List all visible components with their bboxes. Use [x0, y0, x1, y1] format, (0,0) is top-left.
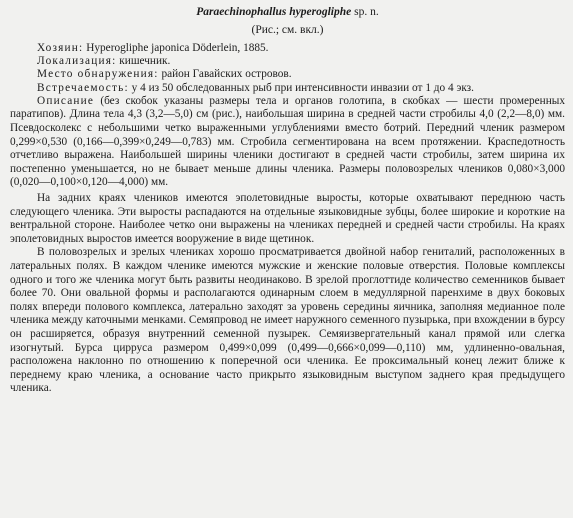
- description-label: Описание: [37, 94, 95, 107]
- body-paragraph-2: В половозрелых и зрелых члениках хорошо просматривается двойной набор гениталий, расположенных в латеральных полях. В каждом членике имеются мужские и женские половые отверстия. Половые комплексы одного и того же членика могут быть развиты неодинаково. В зрелой проглоттиде количество семенников бывает более 70. Они овальной формы и располагаются одинарным слоем в медуллярной паренхиме в двух боковых полях впереди полового комплекса, латерально заходят за уровень середины яичника, заполняя медианное поле членика между каточными менками. Семяпровод не имеет наружного семенного пузырька, при вхождении в бурсу он расширяется, образуя внутренний семенной пузырек. Семяизвергательный канал прямой или слегка изогнутый. Бурса цирруса размером 0,499×0,099 (0,499—0,666×0,099—0,110) мм, удлиненно-овальная, расположена наклонно по отношению к поперечной оси членика. Ее проксимальный конец лежит ближе к переднему краю членика, а основание часто прикрыто языковидным выступом заднего края предыдущего членика.: [10, 246, 565, 395]
- meta-key: Локализация:: [37, 55, 117, 68]
- meta-localization: [10, 55, 565, 68]
- meta-host: [10, 42, 565, 55]
- species-suffix: sp. n.: [354, 6, 379, 18]
- description-paragraph: [10, 95, 565, 190]
- meta-location: [10, 68, 565, 81]
- species-name: Paraechinophallus hyperogliphe: [196, 6, 352, 18]
- meta-value: Hyperogliphe japonica Döderlein, 1885.: [86, 42, 269, 54]
- meta-occurrence: [10, 82, 565, 95]
- meta-key: Место обнаружения:: [37, 68, 159, 81]
- species-title: [10, 4, 565, 20]
- meta-value: у 4 из 50 обследованных рыб при интенсивности инвазии от 1 до 4 экз.: [131, 81, 474, 94]
- meta-value: район Гавайских островов.: [161, 68, 292, 81]
- description-text: (без скобок указаны размеры тела и органов голотипа, в скобках — шести промеренных паратипов). Длина тела 4,3 (3,2—5,0) см (рис.), наибольшая ширина в средней части стробилы 4,0 (2,2—8,0) мм. Псевдосколекс с небольшими четко выраженными углублениями вместо ботрий. Передний членик размером 0,299×0,530 (0,166—0,399×0,249—0,783) мм. Стробила сегментирована на всем протяжении. Краспедотность отчетливо выражена. Наибольшей ширины членики достигают в средней части стробилы, затем ширина их постепенно уменьшается, но не бывает меньше длины членика. Размеры половозрелых члеников 0,080×3,000 (0,020—0,100×0,120—4,000) мм.: [10, 94, 565, 189]
- meta-value: кишечник.: [119, 55, 171, 68]
- body-paragraph-1: На задних краях члеников имеются эполетовидные выросты, которые охватывают переднюю часть следующего членика. Эти выросты распадаются на отдельные языковидные зубцы, более широкие и короткие на вентральной стороне. Наиболее четко они выражены на члениках передней и средней части стробилы. На краях эполетовидных выростов имеется вооружение в виде щетинок.: [10, 191, 565, 245]
- figure-reference: (Рис.; см. вкл.): [251, 24, 324, 36]
- meta-key: Хозяин:: [37, 42, 84, 54]
- metadata-block: [10, 42, 565, 95]
- meta-key: Встречаемость:: [37, 81, 129, 94]
